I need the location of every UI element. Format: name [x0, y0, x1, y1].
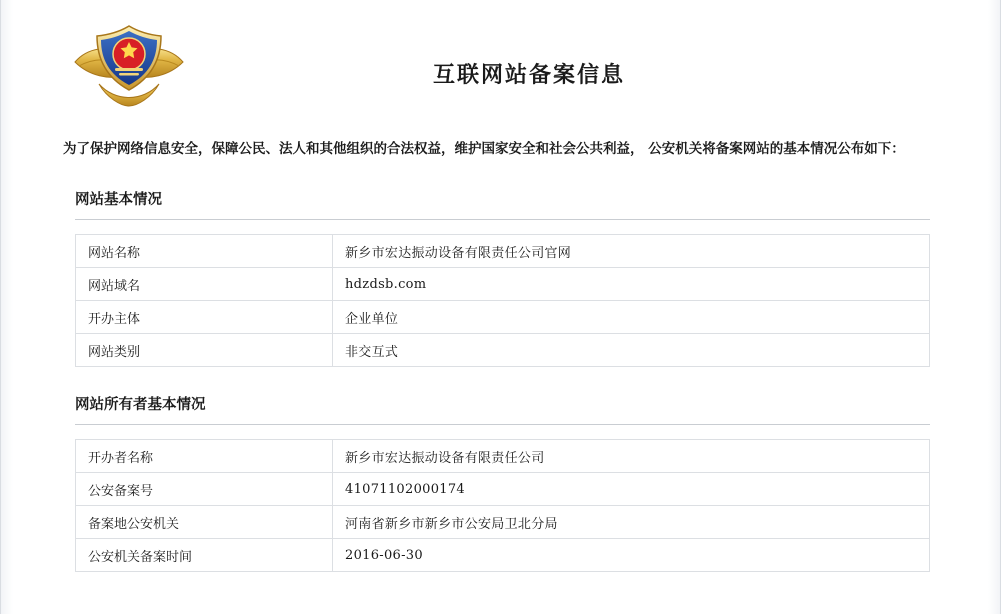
section-website-basic: [33, 188, 968, 367]
table-row: [76, 268, 930, 301]
row-value: 非交互式: [333, 334, 930, 367]
row-value: 41071102000174: [333, 473, 930, 506]
section-divider: [75, 219, 930, 220]
row-label: 网站域名: [76, 268, 333, 301]
website-basic-table: [75, 234, 930, 367]
intro-paragraph: 为了保护网络信息安全，保障公民、法人和其他组织的合法权益，维护国家安全和社会公共利益， 公安机关将备案网站的基本情况公布如下：: [63, 141, 905, 157]
table-row: [76, 506, 930, 539]
row-value: 新乡市宏达振动设备有限责任公司: [333, 440, 930, 473]
row-label: 网站类别: [76, 334, 333, 367]
row-value: 企业单位: [333, 301, 930, 334]
china-police-emblem-icon: [65, 18, 193, 114]
table-row: [76, 334, 930, 367]
row-label: 开办者名称: [76, 440, 333, 473]
page-inner: [1, 0, 1000, 572]
section-divider: [75, 424, 930, 425]
row-label: 备案地公安机关: [76, 506, 333, 539]
table-row: [76, 473, 930, 506]
owner-basic-table: [75, 439, 930, 572]
section-title-owner-basic: 网站所有者基本情况: [75, 396, 206, 413]
row-label: 公安机关备案时间: [76, 539, 333, 572]
table-row: [76, 235, 930, 268]
row-label: 网站名称: [76, 235, 333, 268]
table-row: [76, 539, 930, 572]
row-value: hdzdsb.com: [333, 268, 930, 301]
row-value: 河南省新乡市新乡市公安局卫北分局: [333, 506, 930, 539]
table-row: [76, 440, 930, 473]
row-value: 新乡市宏达振动设备有限责任公司官网: [333, 235, 930, 268]
row-value: 2016-06-30: [333, 539, 930, 572]
section-title-website-basic: 网站基本情况: [75, 191, 162, 208]
page-header: [33, 0, 968, 118]
table-row: [76, 301, 930, 334]
page-title: 互联网站备案信息: [433, 62, 626, 88]
row-label: 开办主体: [76, 301, 333, 334]
section-owner-basic: [33, 393, 968, 572]
row-label: 公安备案号: [76, 473, 333, 506]
